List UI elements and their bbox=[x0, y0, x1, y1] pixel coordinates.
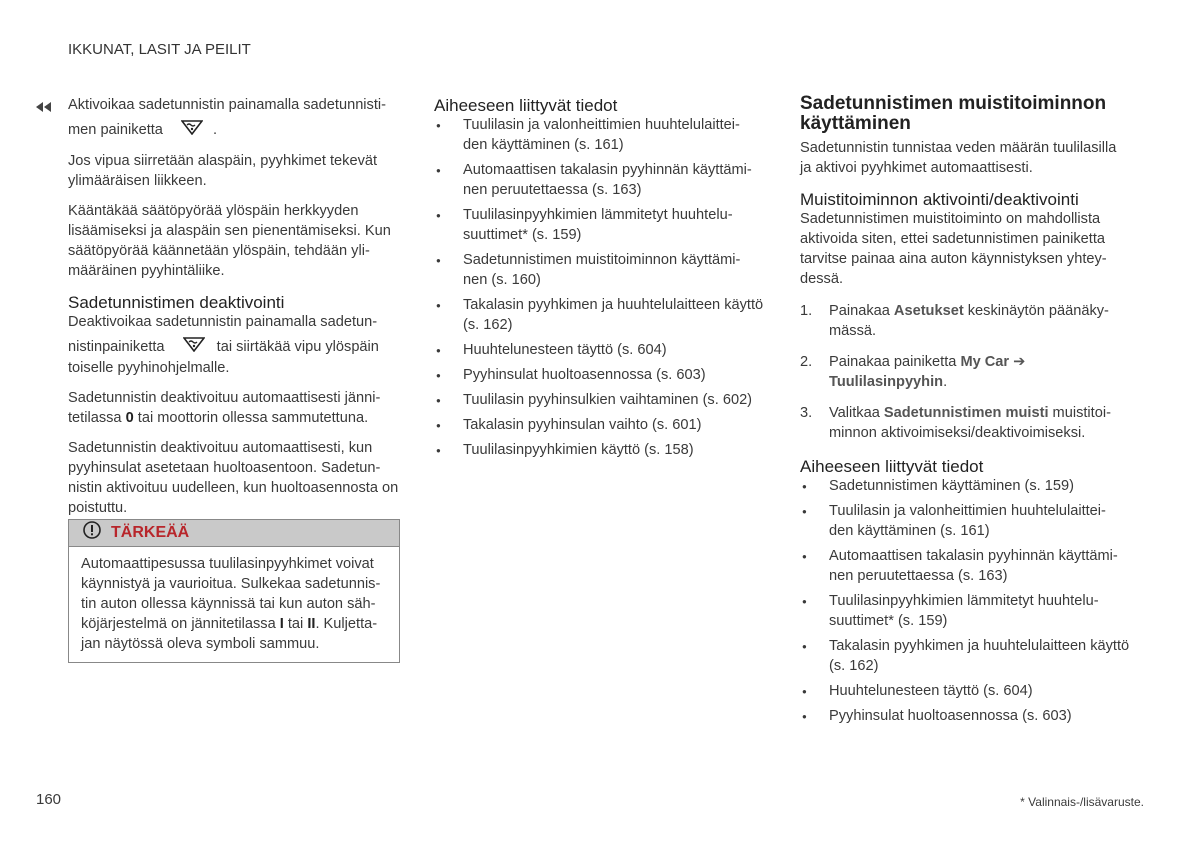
bullet-icon: ● bbox=[802, 552, 807, 561]
deact-line-3: toiselle pyyhinohjelmalle. bbox=[68, 360, 230, 376]
related-item-text: Huuhtelunesteen täyttö (s. 604) bbox=[463, 342, 667, 358]
step-text: Painakaa painiketta bbox=[829, 354, 961, 370]
related-item bbox=[434, 340, 764, 360]
column-right bbox=[800, 94, 1130, 731]
important-notice-text bbox=[81, 554, 389, 654]
step-menu-label: My Car ➔ Tuulilasinpyyhin bbox=[829, 354, 1026, 390]
related-right-item bbox=[800, 636, 1130, 676]
related-item bbox=[434, 365, 764, 385]
step-number: 1. bbox=[800, 303, 813, 319]
thumbwheel-paragraph: Kääntäkää säätöpyörää ylöspäin herkkyyden lisäämiseksi ja alaspäin sen pienentämiseksi. Kun säätöpyörää käännetään ylöspäin, tehdään yli-määräinen pyyhintäliike. bbox=[68, 203, 391, 279]
bullet-icon: ● bbox=[436, 166, 441, 175]
bullet-icon: ● bbox=[802, 642, 807, 651]
related-right-item bbox=[800, 681, 1130, 701]
important-notice-box bbox=[68, 519, 400, 663]
bullet-icon: ● bbox=[436, 346, 441, 355]
bullet-icon: ● bbox=[436, 396, 441, 405]
warn-text-a: Automaattipesussa tuulilasinpyyhkimet voivat käynnistyä ja vaurioitua. Sulkekaa sadetunnis-tin auton ollessa käynnissä tai kun auton säh-köjärjestelmä on jännitetilassa bbox=[81, 556, 381, 632]
page-number: 160 bbox=[36, 791, 62, 808]
column-left bbox=[68, 94, 400, 528]
related-right-item-text: Pyyhinsulat huoltoasennossa (s. 603) bbox=[829, 708, 1072, 724]
related-item bbox=[434, 115, 764, 155]
related-right-item bbox=[800, 546, 1130, 586]
related-right-item-text: Huuhtelunesteen täyttö (s. 604) bbox=[829, 683, 1033, 699]
footnote: * Valinnais-/lisävaruste. bbox=[1020, 795, 1144, 809]
warn-bold-2: II bbox=[307, 616, 316, 632]
bullet-icon: ● bbox=[436, 121, 441, 130]
related-item-text: Tuulilasin ja valonheittimien huuhtelulaittei-den käyttäminen (s. 161) bbox=[463, 117, 740, 153]
bullet-icon: ● bbox=[802, 687, 807, 696]
memory-paragraph: Sadetunnistimen muistitoiminto on mahdollista aktivoida siten, ettei sadetunnistimen painiketta tarvitse painaa aina auton käynnistyksen yhtey-dessä. bbox=[800, 211, 1107, 287]
related-right-item-text: Takalasin pyyhkimen ja huuhtelulaitteen käyttö (s. 162) bbox=[829, 638, 1130, 674]
deactivation-heading: Sadetunnistimen deaktivointi bbox=[68, 293, 285, 312]
deact-line-2 bbox=[68, 336, 400, 358]
steps-list bbox=[800, 301, 1130, 443]
column-middle bbox=[434, 94, 764, 465]
related-item bbox=[434, 160, 764, 200]
related-right-item-text: Tuulilasin ja valonheittimien huuhtelulaittei-den käyttäminen (s. 161) bbox=[829, 503, 1106, 539]
related-right-item-text: Sadetunnistimen käyttäminen (s. 159) bbox=[829, 478, 1074, 494]
related-list-right bbox=[800, 476, 1130, 726]
intro-paragraph bbox=[68, 95, 400, 141]
step-text: Painakaa bbox=[829, 303, 894, 319]
related-right-item bbox=[800, 706, 1130, 726]
related-right-item-text: Automaattisen takalasin pyyhinnän käyttämi-nen peruutettaessa (s. 163) bbox=[829, 548, 1118, 584]
related-item bbox=[434, 295, 764, 335]
deact-line-1: Deaktivoikaa sadetunnistin painamalla sadetun- bbox=[68, 314, 378, 330]
related-right-item-text: Tuulilasinpyyhkimien lämmitetyt huuhtelu-suuttimet* (s. 159) bbox=[829, 593, 1099, 629]
auto-deact-paragraph-2: Sadetunnistin deaktivoituu automaattisesti, kun pyyhinsulat asetetaan huoltoasentoon. Sadetun-nistin aktivoituu uudelleen, kun huoltoasennosta on poistuttu. bbox=[68, 440, 399, 516]
important-notice-body bbox=[69, 547, 399, 662]
bullet-icon: ● bbox=[802, 712, 807, 721]
bullet-icon: ● bbox=[802, 482, 807, 491]
related-item bbox=[434, 250, 764, 290]
section-title: Sadetunnistimen muistitoiminnon käyttäminen bbox=[800, 93, 1107, 134]
step-text: muistitoi-minnon aktivoimiseksi/deaktivoimiseksi. bbox=[829, 405, 1111, 441]
warn-bold-1: I bbox=[279, 616, 284, 632]
step-text: . bbox=[943, 374, 948, 390]
related-heading: Aiheeseen liittyvät tiedot bbox=[434, 96, 618, 115]
warn-text-b: tai bbox=[283, 616, 308, 632]
related-item-text: Sadetunnistimen muistitoiminnon käyttämi-nen (s. 160) bbox=[463, 252, 741, 288]
related-item-text: Tuulilasinpyyhkimien lämmitetyt huuhtelu-suuttimet* (s. 159) bbox=[463, 207, 733, 243]
step-item bbox=[800, 403, 1130, 443]
step-text: Valitkaa bbox=[829, 405, 884, 421]
related-item bbox=[434, 440, 764, 460]
deact-text: nistinpainiketta bbox=[68, 338, 165, 355]
intro-period: . bbox=[213, 121, 218, 138]
important-notice-header bbox=[69, 520, 399, 547]
intro-line-2 bbox=[68, 119, 400, 141]
step-number: 2. bbox=[800, 354, 813, 370]
bullet-icon: ● bbox=[436, 256, 441, 265]
double-left-arrow-icon bbox=[36, 98, 52, 118]
auto1-text: Sadetunnistin deaktivoituu automaattisesti jänni-tetilassa bbox=[68, 390, 381, 426]
chapter-title: IKKUNAT, LASIT JA PEILIT bbox=[68, 41, 251, 58]
related-right-item bbox=[800, 591, 1130, 631]
rain-sensor-icon bbox=[183, 336, 205, 358]
related-item bbox=[434, 415, 764, 435]
related-list bbox=[434, 115, 764, 460]
related-item bbox=[434, 205, 764, 245]
deact-text-2: tai siirtäkää vipu ylöspäin bbox=[216, 338, 379, 355]
bullet-icon: ● bbox=[436, 211, 441, 220]
auto1-bold: 0 bbox=[125, 410, 134, 426]
related-heading-right: Aiheeseen liittyvät tiedot bbox=[800, 457, 984, 476]
bullet-icon: ● bbox=[436, 421, 441, 430]
memory-subheading: Muistitoiminnon aktivointi/deaktivointi bbox=[800, 190, 1079, 209]
step-menu-label: Asetukset bbox=[893, 303, 964, 319]
related-item-text: Tuulilasin pyyhinsulkien vaihtaminen (s. 602) bbox=[463, 392, 753, 408]
step-item bbox=[800, 352, 1130, 392]
section-intro: Sadetunnistin tunnistaa veden määrän tuulilasilla ja aktivoi pyyhkimet automaattisesti. bbox=[800, 140, 1117, 176]
related-item-text: Takalasin pyyhinsulan vaihto (s. 601) bbox=[463, 417, 702, 433]
related-right-item bbox=[800, 501, 1130, 541]
bullet-icon: ● bbox=[802, 597, 807, 606]
related-item-text: Automaattisen takalasin pyyhinnän käyttämi-nen peruutettaessa (s. 163) bbox=[463, 162, 752, 198]
bullet-icon: ● bbox=[436, 446, 441, 455]
step-menu-label: Sadetunnistimen muisti bbox=[883, 405, 1049, 421]
bullet-icon: ● bbox=[436, 301, 441, 310]
related-item-text: Takalasin pyyhkimen ja huuhtelulaitteen käyttö (s. 162) bbox=[463, 297, 764, 333]
related-item bbox=[434, 390, 764, 410]
auto1-text-2: tai moottorin ollessa sammutettuna. bbox=[133, 410, 369, 426]
intro-line-1: Aktivoikaa sadetunnistin painamalla sadetunnisti- bbox=[68, 97, 387, 113]
warn-text-c: . Kuljetta-jan näytössä oleva symboli sammuu. bbox=[81, 616, 378, 652]
intro-text: men painiketta bbox=[68, 121, 163, 138]
bullet-icon: ● bbox=[802, 507, 807, 516]
bullet-icon: ● bbox=[436, 371, 441, 380]
step-item bbox=[800, 301, 1130, 341]
warning-exclamation-icon bbox=[83, 521, 101, 545]
step-text: keskinäytön päänäky-mässä. bbox=[829, 303, 1109, 339]
related-item-text: Tuulilasinpyyhkimien käyttö (s. 158) bbox=[463, 442, 694, 458]
step-number: 3. bbox=[800, 405, 813, 421]
related-right-item bbox=[800, 476, 1130, 496]
rain-sensor-icon bbox=[181, 119, 203, 141]
important-notice-title: TÄRKEÄÄ bbox=[111, 524, 190, 541]
related-item-text: Pyyhinsulat huoltoasennossa (s. 603) bbox=[463, 367, 706, 383]
lever-down-paragraph: Jos vipua siirretään alaspäin, pyyhkimet tekevät ylimääräisen liikkeen. bbox=[68, 153, 378, 189]
auto-deact-paragraph-1 bbox=[68, 388, 400, 428]
